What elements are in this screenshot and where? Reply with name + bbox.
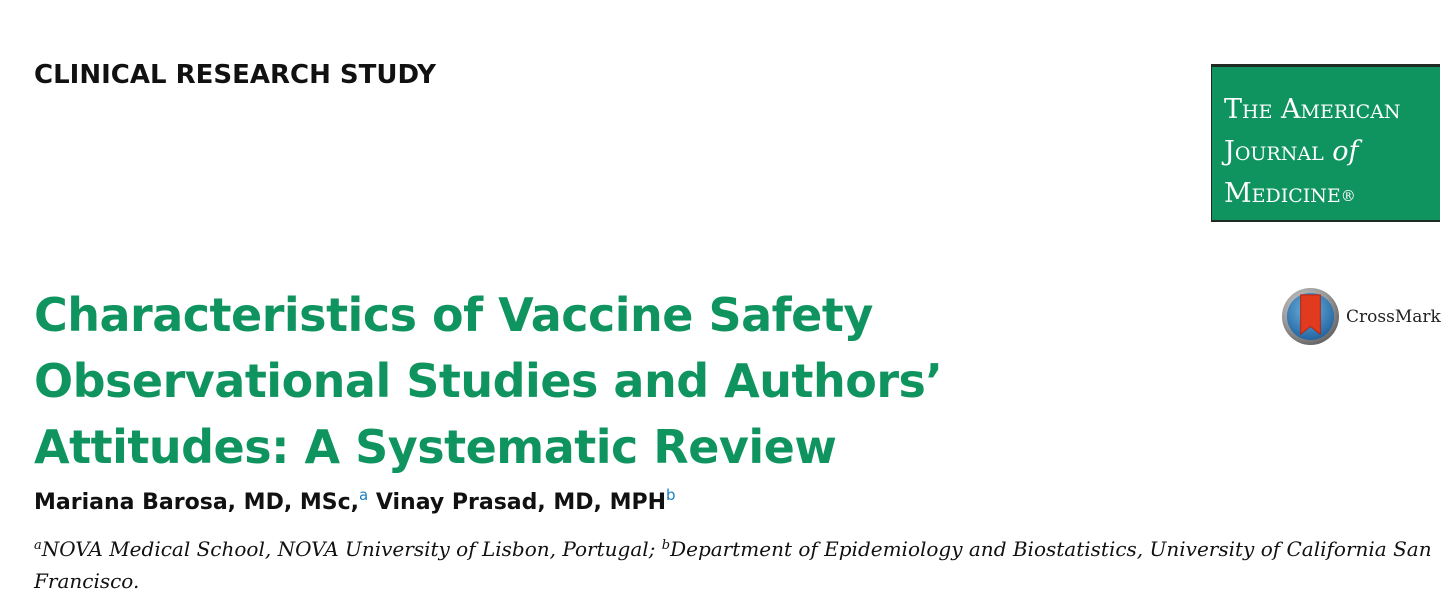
journal-logo-word-journal: Journal (1224, 136, 1324, 167)
journal-logo-line-3 (1224, 173, 1440, 217)
journal-logo-word-of: of (1332, 136, 1359, 167)
affiliation-mark: a (34, 538, 42, 553)
article-title: Characteristics of Vaccine Safety Observational Studies and Authors’ Attitudes: A Systematic Review (34, 288, 943, 474)
crossmark-icon (1281, 287, 1340, 346)
crossmark-button[interactable] (1281, 287, 1441, 346)
section-label: CLINICAL RESEARCH STUDY (34, 60, 436, 90)
affiliation-mark: b (661, 538, 671, 553)
affiliation-mark[interactable]: b (666, 486, 676, 504)
journal-logo-word-medicine: Medicine (1224, 178, 1341, 209)
affiliation-mark[interactable]: a (358, 486, 369, 504)
affiliation-text: Department of Epidemiology and Biostatistics, University of California San Francisco. (34, 537, 1432, 593)
journal-logo[interactable] (1211, 64, 1440, 222)
affiliations (34, 533, 1434, 597)
author-name: Vinay Prasad, MD, MPH (375, 490, 666, 515)
journal-logo-line-1: The American (1224, 94, 1401, 125)
crossmark-label: CrossMark (1346, 306, 1441, 327)
affiliation-text: NOVA Medical School, NOVA University of Lisbon, Portugal; (41, 537, 656, 561)
author-list (34, 486, 676, 515)
registered-mark: ® (1340, 187, 1356, 205)
author-name: Mariana Barosa, MD, MSc, (34, 490, 359, 515)
journal-logo-line-2 (1224, 131, 1440, 173)
